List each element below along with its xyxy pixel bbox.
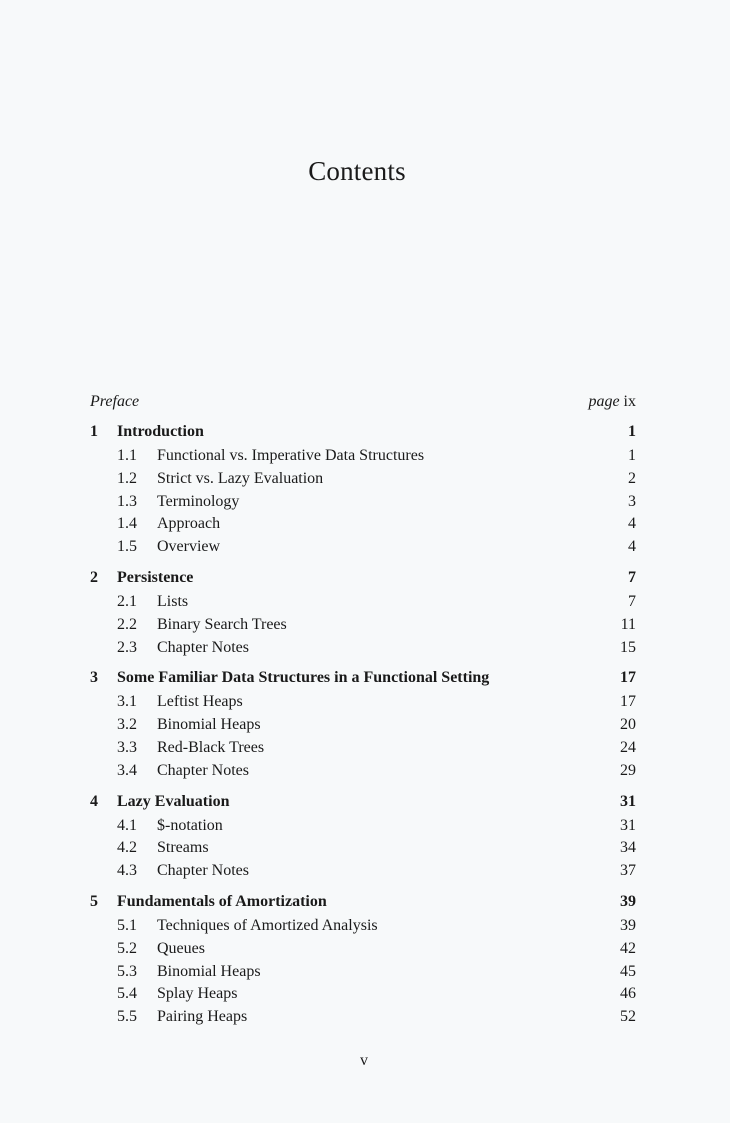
section-title: Pairing Heaps: [157, 1008, 248, 1026]
toc-section-row: [90, 515, 636, 538]
section-page: 31: [620, 816, 636, 834]
chapter-title: Introduction: [117, 423, 204, 440]
toc-chapter-row: [90, 569, 636, 593]
section-title: Chapter Notes: [157, 862, 249, 880]
section-number: 3.3: [117, 738, 137, 756]
toc-section-row: [90, 839, 636, 862]
toc-section-row: [90, 762, 636, 785]
toc-section-row: [90, 447, 636, 470]
section-title: Approach: [157, 515, 221, 533]
toc-preface-row: [90, 393, 636, 417]
section-number: 3.2: [117, 716, 137, 734]
section-number: 2.1: [117, 592, 137, 610]
page-title: Contents: [308, 156, 406, 186]
section-number: 1.5: [117, 538, 137, 556]
section-title: Queues: [157, 939, 205, 957]
toc-section-row: [90, 639, 636, 662]
toc-section-row: [90, 917, 636, 940]
section-number: 1.4: [117, 515, 137, 533]
section-title: $-notation: [157, 816, 223, 834]
section-page: 37: [620, 862, 636, 880]
chapter-page: 39: [620, 892, 636, 910]
chapter-list: [90, 423, 636, 1031]
section-number: 1.3: [117, 492, 137, 510]
section-number: 4.1: [117, 816, 137, 834]
toc-chapter: [90, 569, 636, 661]
toc-section-row: [90, 493, 636, 516]
toc-chapter-row: [90, 793, 636, 817]
chapter-number: 5: [90, 892, 98, 910]
section-title: Red-Black Trees: [157, 738, 265, 756]
toc-section-row: [90, 739, 636, 762]
section-page: 17: [620, 693, 636, 711]
table-of-contents: [90, 393, 636, 1031]
section-title: Strict vs. Lazy Evaluation: [157, 469, 324, 487]
chapter-page: 7: [628, 568, 636, 586]
section-page: 7: [628, 592, 636, 610]
chapter-title: Persistence: [117, 568, 194, 586]
toc-section-row: [90, 616, 636, 639]
toc-section-row: [90, 963, 636, 986]
section-title: Techniques of Amortized Analysis: [157, 916, 378, 934]
toc-section-row: [90, 817, 636, 840]
chapter-title: Lazy Evaluation: [117, 792, 230, 810]
toc-chapter: [90, 793, 636, 885]
toc-section-row: [90, 985, 636, 1008]
toc-chapter-row: [90, 669, 636, 693]
section-page: 29: [620, 761, 636, 779]
section-page: 3: [628, 492, 636, 510]
section-page: 42: [620, 939, 636, 957]
section-number: 2.2: [117, 615, 137, 633]
toc-chapter: [90, 423, 636, 561]
chapter-page: 31: [620, 792, 636, 810]
section-page: 15: [620, 638, 636, 656]
section-page: 52: [620, 1008, 636, 1026]
section-page: 39: [620, 916, 636, 934]
section-title: Chapter Notes: [157, 638, 249, 656]
section-number: 3.1: [117, 693, 137, 711]
toc-section-row: [90, 693, 636, 716]
toc-chapter-row: [90, 423, 636, 447]
section-title: Chapter Notes: [157, 761, 249, 779]
toc-chapter: [90, 669, 636, 784]
section-number: 1.1: [117, 447, 137, 464]
chapter-title: Fundamentals of Amortization: [117, 892, 327, 910]
section-title: Splay Heaps: [157, 985, 238, 1003]
section-page: 20: [620, 716, 636, 734]
section-page: 46: [620, 985, 636, 1003]
chapter-page: 1: [628, 423, 636, 440]
chapter-number: 2: [90, 568, 98, 586]
section-title: Overview: [157, 538, 221, 556]
section-page: 24: [620, 738, 636, 756]
section-number: 5.4: [117, 985, 137, 1003]
toc-section-row: [90, 716, 636, 739]
section-page: 4: [628, 538, 636, 556]
section-title: Streams: [157, 839, 209, 857]
toc-section-row: [90, 1008, 636, 1031]
preface-label: Preface: [90, 393, 140, 410]
section-number: 2.3: [117, 638, 137, 656]
toc-section-row: [90, 940, 636, 963]
section-number: 4.3: [117, 862, 137, 880]
section-number: 4.2: [117, 839, 137, 857]
section-title: Binomial Heaps: [157, 716, 261, 734]
chapter-page: 17: [620, 669, 636, 687]
section-number: 5.5: [117, 1008, 137, 1026]
section-number: 5.3: [117, 962, 137, 980]
section-title: Binomial Heaps: [157, 962, 261, 980]
section-number: 5.2: [117, 939, 137, 957]
section-title: Functional vs. Imperative Data Structures: [157, 447, 425, 464]
preface-page: [588, 393, 636, 411]
toc-chapter: [90, 893, 636, 1031]
toc-section-row: [90, 470, 636, 493]
section-number: 5.1: [117, 916, 137, 934]
section-page: 34: [620, 839, 636, 857]
toc-section-row: [90, 593, 636, 616]
chapter-number: 4: [90, 792, 98, 810]
chapter-number: 1: [90, 423, 98, 440]
section-page: 45: [620, 962, 636, 980]
chapter-title: Some Familiar Data Structures in a Functional Setting: [117, 669, 490, 687]
section-number: 1.2: [117, 469, 137, 487]
section-title: Leftist Heaps: [157, 693, 243, 711]
section-number: 3.4: [117, 761, 137, 779]
toc-section-row: [90, 862, 636, 885]
preface-page-number: ix: [623, 393, 636, 410]
page-number: v: [360, 1052, 368, 1069]
section-title: Terminology: [157, 492, 240, 510]
section-page: 2: [628, 469, 636, 487]
toc-chapter-row: [90, 893, 636, 917]
preface-page-prefix: page: [588, 393, 620, 410]
section-page: 1: [628, 447, 636, 464]
chapter-number: 3: [90, 669, 98, 687]
section-page: 4: [628, 515, 636, 533]
section-title: Binary Search Trees: [157, 615, 287, 633]
toc-section-row: [90, 538, 636, 561]
section-page: 11: [620, 615, 636, 633]
section-title: Lists: [157, 592, 189, 610]
